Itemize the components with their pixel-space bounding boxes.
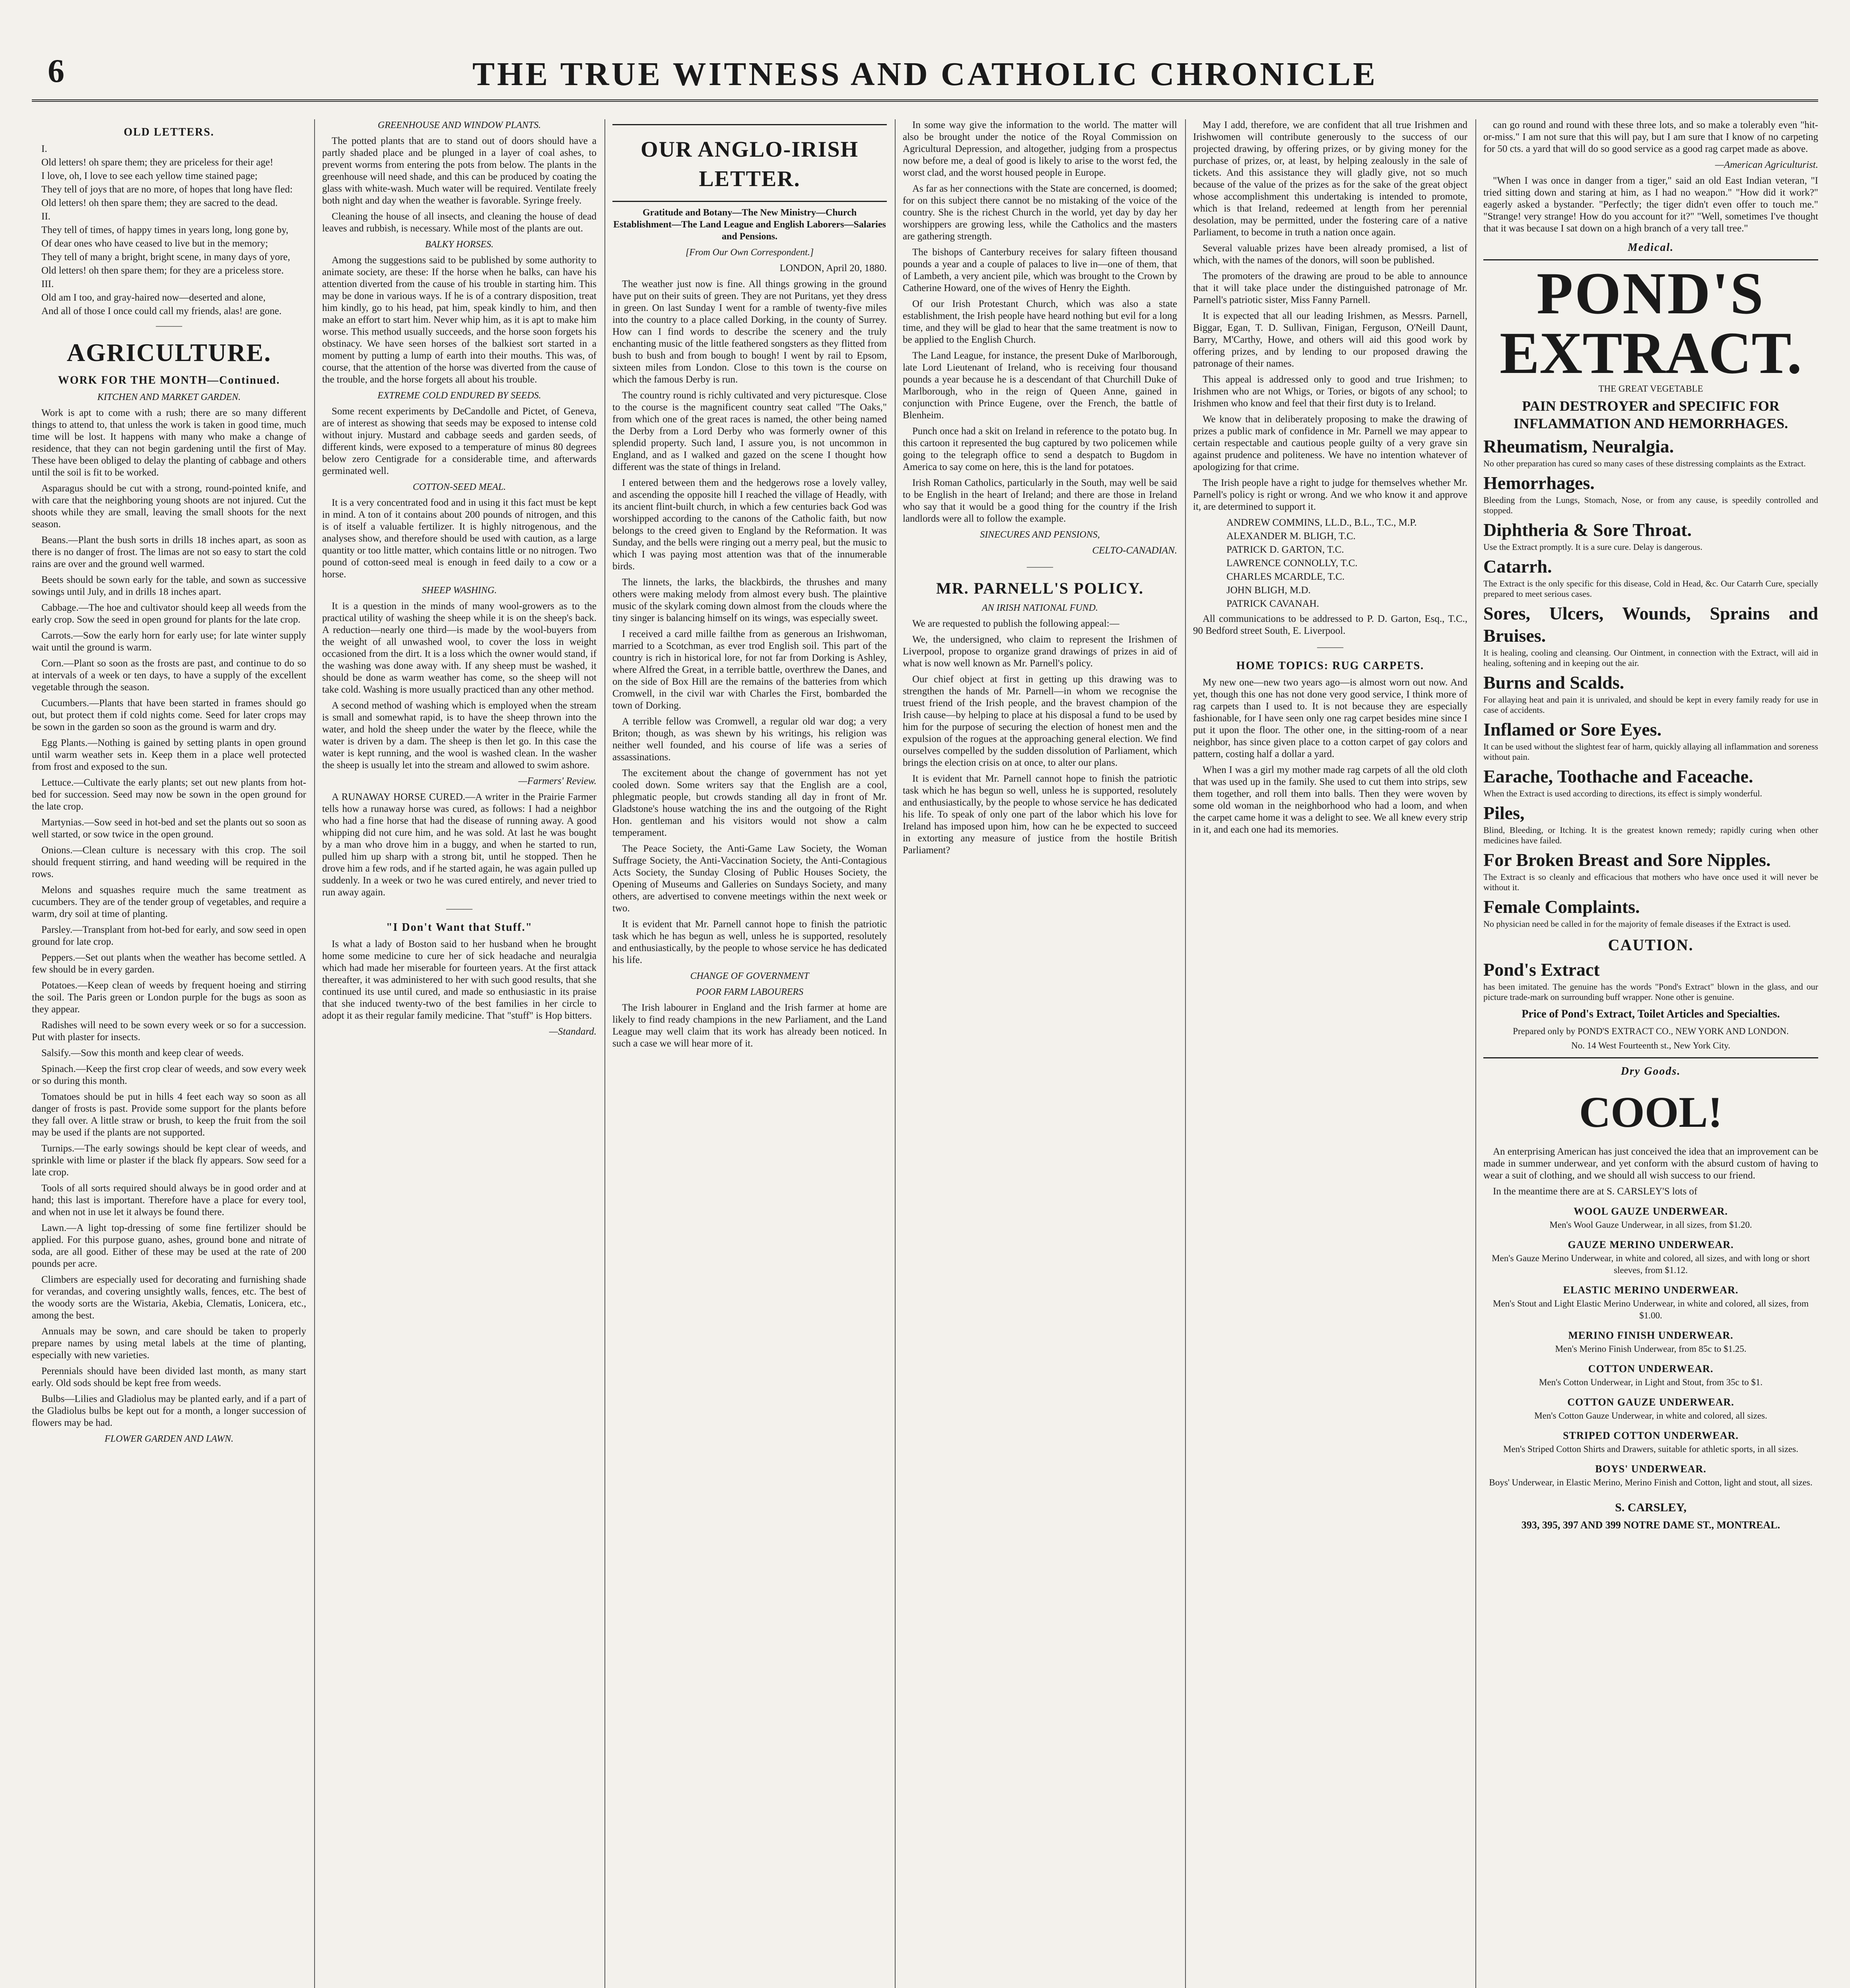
poem-line: II. [41,211,51,222]
article-paragraph: Cucumbers.—Plants that have been started in frames should go out, but protect them if cold nights come. Seed for later crops may be sown in the garden so soon as the ground is warm and dry. [32,698,306,732]
poem-line: III. [41,279,54,289]
column-2: GREENHOUSE AND WINDOW PLANTS. The potted plants that are to stand out of doors should have a partly shaded place and be plunged in a layer of coal ashes, to prevent worms from entering the pots from below. The plants in the greenhouse will need shade, and this can be produced by coating the glass with white-wash. Much water will be required. Ventilate freely both night and day when the weather is favorable. Syringe freely. Cleaning the house of all insects, and cleaning the house of dead leaves and rubbish, is necessary. While most of the plants are out. BALKY HORSES. Among the suggestions said to be published by some authority to animate society, are these: If the horse when he balks, can have his attention diverted from the cause of his trouble in starting him. This may be done in various ways. If he is of a contrary disposition, treat him kindly, go to his head, pat him, speak kindly to him, and then make an effort to start him. Never whip him, as it is apt to make him worse. This method usually succeeds, and the horse soon forgets his obstinacy. We have seen horses of the balkiest sort started in a moment by putting a lump of earth into their mouths. This was, of course, that the attention of the horse was diverted from the cause of the trouble, and the horse forgets all about his trouble. EXTREME COLD ENDURED BY SEEDS. Some recent experiments by DeCandolle and Pictet, of Geneva, are of interest as showing that seeds may be exposed to intense cold without injury. Mustard and cabbage seeds and garden seeds, of different kinds, were exposed to a temperature of minus 80 degrees below zero Centigrade for a considerable time, and afterwards germinated well. COTTON-SEED MEAL. It is a very concentrated food and in using it this fact must be kept in mind. A ton of it contains about 200 pounds of nitrogen, and this is of itself a valuable fertilizer. It is highly nitrogenous, and the analyses show, and therefore should be used with caution, as a large quantity or too little matter, which contains little or no nitrogen. Two pound of cotton-seed meal is enough in feed daily to a cow or a horse. SHEEP WASHING. It is a question in the minds of many wool-growers as to the practical utility of washing the sheep while it is on the sheep's back. A reduction—nearly one third—is made by the wool-buyers from the weight of all unwashed wool, to cover the loss in weight occasioned from the dirt. It is a loss which the owner would stand, if the washing was done away with. If any sheep must be washed, it should be done as warm weather has come, so the sheep will not take cold. Washing is more usually practiced than any other method. A second method of washing which is employed when the stream is small and somewhat rapid, is to have the sheep thrown into the water, and hold the sheep under the water by the fleece, while the water is driven by a dam. The sheep is then let go. In this case the water is kept running, and the wool is washed clean. In the washer the sheep is usually let into the stream and allowed to swim ashore. —Farmers' Review. A RUNAWAY HORSE CURED.—A writer in the Prairie Farmer tells how a runaway horse was cured, as follows: I had a neighbor who had a fine horse that had the disease of running away. A good whipping did not cure him, and he was sold. At last he was bought by a man who drove him in a buggy, and when he started to run, pulled him up sharp with a strong bit, until he stopped. Then he drove him a few rods, and if he started again, he was again pulled up suddenly. In a week or two he was cured entirely, and never tried to run away again. ——— "I Don't Want that Stuff." Is what a lady of Boston said to her husband when he brought home some medicine to cure her of sick headache and neuralgia which had made her miserable for fourteen years. At the first attack thereafter, it was administered to her with such good results, that she continued its use until cured, and made so enthusiastic in its praise that she induced twenty-two of the best families in her circle to adopt it as their regular family medicine. That "stuff" is Hop bitters. —Standard. [322,120,597,1037]
balky-horses-text: Among the suggestions said to be published by some authority to animate society, are these: If the horse when he balks, can have his attention diverted from the cause of his trouble in starting him. This may be done in various ways. If he is of a contrary disposition, treat him kindly, go to his head, pat him, speak kindly to him, and then make an effort to start him. Never whip him, as it is apt to make him worse. This method usually succeeds, and the horse soon forgets his obstinacy. We have seen horses of the balkiest sort started in a moment by putting a lump of earth into their mouths. This was, of course, that the attention of the horse was diverted from the cause of the trouble, and the horse forgets all about his trouble. [322,255,597,385]
article-paragraph: We know that in deliberately proposing to make the drawing of prizes a public mark of confidence in Mr. Parnell we may appear to certain respectable and cautious people guilty of a very grave sin against prudence and politeness. We have no intention whatever of apologizing for that crime. [1193,414,1467,472]
product-name: GAUZE MERINO UNDERWEAR. [1568,1239,1734,1250]
ad-item-text: The Extract is so cleanly and efficacious that mothers who have once used it will never be without it. [1483,872,1818,892]
sheep-washing-text-2: A second method of washing which is employed when the stream is small and somewhat rapid, is to have the sheep thrown into the water, and hold the sheep under the water by the fleece, while the water is driven by a dam. The sheep is then let go. In this case the water is kept running, and the wool is washed clean. In the washer the sheep is usually let into the stream and allowed to swim ashore. [322,700,597,771]
poem-line: I. [41,144,47,154]
ad-item-name: Catarrh. [1483,556,1552,577]
ad-item-text: For allaying heat and pain it is unrivaled, and should be kept in every family ready for use in case of accidents. [1483,695,1818,715]
poem-line: They tell of times, of happy times in years long, long gone by, [41,225,289,235]
poem-line: I love, oh, I love to see each yellow time stained page; [41,171,258,181]
parnell-policy-heading: MR. PARNELL'S POLICY. [936,579,1144,597]
product-name: WOOL GAUZE UNDERWEAR. [1574,1206,1728,1217]
article-paragraph: Beans.—Plant the bush sorts in drills 18 inches apart, as soon as there is no danger of frost. The limas are not so easy to start the cold rains are over and the ground well warmed. [32,535,306,569]
signatory-name: ALEXANDER M. BLIGH, T.C. [1226,531,1356,542]
rug-carpets-text-1: My new one—new two years ago—is almost worn out now. And yet, though this one has not done very good service, I think more of rag carpets than I used to. It is not because they are especially fashionable, for I have seen only one rag carpet besides mine since I put it upon the floor. The other one, in the sitting-room of a near neighbor, has since given place to a cotton carpet of gay colors and pattern, costing half a dollar a yard. [1193,677,1467,759]
ad-item-text: When the Extract is used according to directions, its effect is simply wonderful. [1483,788,1762,798]
runaway-horse-text: A RUNAWAY HORSE CURED.—A writer in the Prairie Farmer tells how a runaway horse was cured, as follows: I had a neighbor who had a fine horse that had the disease of running away. A good whipping did not cure him, and he was sold. At last he was bought by a man who drove him in a buggy, and when he started to run, pulled him up sharp with a strong bit, until he stopped. Then he drove him a few rods, and if he started again, he was again pulled up suddenly. In a week or two he was cured entirely, and never tried to run away again. [322,792,597,898]
underwear-products [1483,1206,1818,1489]
ad-item-text: It is healing, cooling and cleansing. Our Ointment, in connection with the Extract, will aid in healing, softening and in keeping out the air. [1483,648,1818,668]
ad-item-name: Sores, Ulcers, Wounds, Sprains and Bruises. [1483,603,1818,646]
product-name: COTTON GAUZE UNDERWEAR. [1567,1396,1734,1408]
home-topics-heading: HOME TOPICS: RUG CARPETS. [1236,660,1424,672]
signatory-name: ANDREW COMMINS, LL.D., B.L., T.C., M.P. [1226,517,1417,528]
cool-text-2: In the meantime there are at S. CARSLEY'S lots of [1493,1186,1698,1197]
column-3 [612,119,887,1988]
poem-line: Old letters! oh spare them; they are priceless for their age! [41,157,274,168]
article-paragraph: The bishops of Canterbury receives for salary fifteen thousand pounds a year and a couple of palaces to live in—one of them, that of Lambeth, a very ancient pile, which was brought to the Crown by Catherine Howard, one of the wives of Henry the Eighth. [903,247,1177,293]
article-paragraph: Bulbs—Lilies and Gladiolus may be planted early, and if a part of the Gladiolus bulbs be kept out for a month, a longer succession of flowers may be had. [32,1394,306,1428]
article-paragraph: Lettuce.—Cultivate the early plants; set out new plants from hot-bed for succession. Seed may now be sown in the open ground for the late crop. [32,777,306,812]
product-name: COTTON UNDERWEAR. [1588,1363,1714,1375]
parnell-text-3: Our chief object at first in getting up this drawing was to strengthen the hands of Mr. Parnell—in whom we recognise the truest friend of the Irish people, and the bravest champion of the Irish cause—by helping to place at his disposal a fund to be used by him for the purpose of securing the election of honest men and the expulsion of the rogues at the approaching general election. We find ourselves compelled by the sudden dissolution of Parliament, which brings the election crisis on at once, to alter our plans. [903,674,1177,768]
parnell-text-4: It is evident that Mr. Parnell cannot hope to finish the patriotic task which he has begun so well, unless he is supported, resolutely and enthusiastically, by the people to whose service he has dedicated his life. To speak of only one part of the labor which his love for Ireland has imposed upon him, how can he be expected to succeed in extorting any measure of justice from the hostile British Parliament? [903,773,1177,856]
dont-want-text: Is what a lady of Boston said to her husband when he brought home some medicine to cure her of sick headache and neuralgia which had made her miserable for fourteen years. At the first attack thereafter, it was administered to her with such good results, that she continued its use until cured, and made so enthusiastic in its praise that she induced twenty-two of the best families in her circle to adopt it as their regular family medicine. That "stuff" is Hop bitters. [322,939,597,1021]
article-paragraph: Radishes will need to be sown every week or so for a succession. Put with plaster for insects. [32,1020,306,1043]
ad-item-name: Inflamed or Sore Eyes. [1483,719,1662,740]
article-paragraph: A terrible fellow was Cromwell, a regular old war dog; a very Briton; though, as was shewn by his writings, his religion was neither well founded, and his course of life was a series of assassinations. [612,716,887,763]
article-paragraph: Perennials should have been divided last month, as many start early. Old sods should be kept free from weeds. [32,1366,306,1388]
column-rule [314,119,315,1988]
greenhouse-heading: GREENHOUSE AND WINDOW PLANTS. [377,120,541,130]
article-paragraph: Tomatoes should be put in hills 4 feet each way so soon as all danger of frosts is past. Provide some support for the plants before they fall over. A little straw or brush, to keep the fruit from the soil may be used if the plants are not supported. [32,1091,306,1138]
article-paragraph: Punch once had a skit on Ireland in reference to the potato bug. In this cartoon it represented the bug captured by two policemen while going to the telegraph office to send a despatch to Bugdom in America to say come on here, this is the land for potatoes. [903,426,1177,472]
signatory-name: JOHN BLIGH, M.D. [1226,585,1311,596]
dry-goods-label: Dry Goods. [1621,1065,1681,1077]
article-paragraph: The Irish people have a right to judge for themselves whether Mr. Parnell's policy is right or wrong. And we who know it and approve it, are determined to support it. [1193,478,1467,512]
article-paragraph: Of our Irish Protestant Church, which was also a state establishment, the Irish people have heard nothing but evil for a long time, and they will be glad to hear that the same treatment is now to be applied to the English Church. [903,299,1177,345]
signoff: CELTO-CANADIAN. [1092,545,1177,556]
article-paragraph: Annuals may be sown, and care should be taken to properly prepare names by using metal labels at the time of planting, especially with new varieties. [32,1326,306,1361]
parnell-continued-paragraphs [1193,119,1467,513]
article-paragraph: The promoters of the drawing are proud to be able to announce that it will take place under the distinguished patronage of Mr. Parnell's patriotic sister, Miss Fanny Parnell. [1193,271,1467,305]
product-description: Men's Wool Gauze Underwear, in all sizes, from $1.20. [1549,1220,1752,1230]
ad-item-name: Diphtheria & Sore Throat. [1483,520,1692,540]
ad-item-name: Burns and Scalds. [1483,672,1625,693]
article-paragraph: The linnets, the larks, the blackbirds, the thrushes and many others were making melody from almost every bush. The plaintive music of the skylark coming down almost from the clouds where the tiny singer is balancing himself on its wings, was especially sweet. [612,577,887,623]
dont-want-source: —Standard. [549,1026,597,1037]
product-name: ELASTIC MERINO UNDERWEAR. [1563,1284,1739,1296]
anglo-irish-paragraphs [612,278,887,966]
tiger-anecdote: "When I was once in danger from a tiger," said an old East Indian veteran, "I tried sitting down and staring at him, as I had no weapon." "How did it work?" eagerly asked a bystander. "Perfectly; the tiger didn't even offer to touch me." "Strange! very strange! How do you account for it?" "Well, sometimes I've thought that it was because I sat down on a high branch of a very tall tree." [1483,175,1818,234]
sheep-washing-text: It is a question in the minds of many wool-growers as to the practical utility of washing the sheep while it is on the sheep's back. A reduction—nearly one third—is made by the wool-buyers from the weight of all unwashed wool, to cover the loss in weight occasioned from the dirt. It is a loss which the owner would stand, if the washing was done away with. If any sheep must be washed, it should be done as warm weather has come, so the sheep will not take cold. Washing is more usually practiced than any other method. [322,601,597,695]
article-paragraph: The weather just now is fine. All things growing in the ground have put on their suits of green. They are not Puritans, yet they dress in green. On last Sunday I went for a ramble of twenty-five miles into the country to a place called Dorking, in the county of Surrey. How can I find words to describe the scenery and the truly enchanting music of the little feathered songsters as they flitted from bush to bush and from bough to bough! I went by rail to Epsom, sixteen miles from London. Close to this town is the course on which the famous Derby is run. [612,279,887,385]
poem [32,143,306,317]
article-paragraph: I received a card mille failthe from as generous an Irishwoman, married to a Scotchman, as ever trod English soil. This part of the country is rich in historical lore, for not far from Dorking is Ashley, where Alfred the Great, in a terrible battle, overthrew the Danes, and on the side of Box Hill are the remains of the batteries from which Cromwell, in the civil war with Charles the First, bombarded the town of Dorking. [612,629,887,711]
ad-address: No. 14 West Fourteenth st., New York City. [1571,1041,1731,1050]
ad-item-name: Rheumatism, Neuralgia. [1483,436,1674,456]
poem-line: Of dear ones who have ceased to live but in the memory; [41,238,268,249]
prices-title: Price of Pond's Extract, Toilet Articles and Specialties. [1522,1008,1780,1020]
section-subtitle: WORK FOR THE MONTH—Continued. [58,374,280,386]
parnell-text-2: We, the undersigned, who claim to represent the Irishmen of Liverpool, propose to organize grand drawings of prizes in aid of what is now well known as Mr. Parnell's policy. [903,634,1177,669]
article-paragraph: Turnips.—The early sowings should be kept clear of weeds, and sprinkle with lime or plaster if the black fly appears. Sow seed for a late crop. [32,1143,306,1178]
ad-item-name: For Broken Breast and Sore Nipples. [1483,850,1771,870]
ad-brand-2: EXTRACT. [1500,320,1802,386]
ad-maker: Prepared only by POND'S EXTRACT CO., NEW YORK AND LONDON. [1513,1026,1789,1036]
product-name: STRIPED COTTON UNDERWEAR. [1563,1430,1739,1441]
ad-item-text: No other preparation has cured so many cases of these distressing complaints as the Extract. [1483,458,1806,468]
column-1: OLD LETTERS. I. Old letters! oh spare them; they are priceless for their age! I love, oh, I love to see each yellow time stained page; They tell of joys that are no more, of hopes that long have fled: Old letters! oh then spare them; they are sacred to the dead. II. They tell of times, of happy times in years long, long gone by, Of dear ones who have ceased to live but in the memory; They tell of many a bright, bright scene, in many days of yore, Old letters! oh then spare them; for they are a priceless store. III. Old am I too, and gray-haired now—deserted and alone, And all of those I once could call my friends, alas! are gone. ——— AGRICULTURE. WORK FOR THE MONTH—Continued. KITCHEN AND MARKET GARDEN. Work is apt to come with a rush; there are so many different things to attend to, that unless the work is taken in good time, much time will be lost. It happens with many who make a change of residence, that they can not begin gardening until the first of May. These have been obliged to delay the planting of cabbage and others until the soil is fit to be worked. Asparagus should be cut with a strong, round-pointed knife, and with care that the neighboring young shoots are not injured. Cut the shoots while they are small, leaving the small shoots for the next season. Beans.—Plant the bush sorts in drills 18 inches apart, as soon as there is no danger of frost. The limas are not so easy to start the cold rains are over and the ground well warmed. Beets should be sown early for the table, and sown as successive sowings until July, and in drills 18 inches apart. Cabbage.—The hoe and cultivator should keep all weeds from the early crop. Sow the seed in open ground for plants for the late crop. Carrots.—Sow the early horn for early use; for late winter supply wait until the ground is warm. Corn.—Plant so soon as the frosts are past, and continue to do so at intervals of a week or ten days, to have a supply of the excellent vegetable through the season. Cucumbers.—Plants that have been started in frames should go out, but protect them if cold nights come. Seed for later crops may be sown in the garden so soon as the ground is warm and dry. Egg Plants.—Nothing is gained by setting plants in open ground until warm weather sets in. Keep them in a place well protected from frost and exposed to the sun. Lettuce.—Cultivate the early plants; set out new plants from hot-bed for succession. Seed may now be sown in the open ground for the late crop. Martynias.—Sow seed in hot-bed and set the plants out so soon as well started, or sow twice in the open ground. Onions.—Clean culture is necessary with this crop. The soil should frequent stirring, and hand weeding will be required in the rows. Melons and squashes require much the same treatment as cucumbers. They are of the tender group of vegetables, and require a warm, dry soil at time of planting. Parsley.—Transplant from hot-bed for early, and sow seed in open ground for late crop. Peppers.—Set out plants when the weather has become settled. A few should be in every garden. Potatoes.—Keep clean of weeds by frequent hoeing and stirring the soil. The Paris green or London purple for the bugs as soon as they appear. Radishes will need to be sown every week or so for a succession. Put with plaster for insects. Salsify.—Sow this month and keep clear of weeds. Spinach.—Keep the first crop clear of weeds, and sow every week or so during this month. Tomatoes should be put in hills 4 feet each way so soon as all danger of frosts is past. Provide some support for the plants before they fall over. A little straw or brush, to keep the fruit from the soil may be used if the plants are not supported. Turnips.—The early sowings should be kept clear of weeds, and sprinkle with lime or plaster if the black fly appears. Sow seed for a late crop. Tools of all sorts required should always be in good order and at hand; this last is important. Therefore have a place for every tool, and when not in use let it always be found there. Lawn.—A light top-dressing of some fine fertilizer should be applied. For this purpose guano, ashes, ground bone and nitrate of soda, are all good. Either of these may be used at the rate of 200 pounds per acre. Climbers are especially used for decorating and furnishing shade for verandas, and covering unsightly walls, fences, etc. The best of the woody sorts are the Wistaria, Akebia, Clematis, Lonicera, etc., among the best. Annuals may be sown, and care should be taken to properly prepare names by using metal labels at the time of planting, especially with new varieties. Perennials should have been divided last month, as many start early. Old sods should be kept free from weeds. Bulbs—Lilies and Gladiolus may be planted early, and if a part of the Gladiolus bulbs be kept out for a month, a longer succession of flowers may be had. FLOWER GARDEN AND LAWN. [32,126,306,1444]
article-paragraph: Potatoes.—Keep clean of weeds by frequent hoeing and stirring the soil. The Paris green or London purple for the bugs as soon as they appear. [32,980,306,1015]
article-paragraph: The Peace Society, the Anti-Game Law Society, the Woman Suffrage Society, the Anti-Vaccination Society, the Anti-Contagious Acts Society, the Sunday Closing of Public Houses Society, the Opening of Museums and Galleries on Sundays Society, and many others, are advertised to convene meetings within the next week or two. [612,843,887,914]
article-paragraph: I entered between them and the hedgerows rose a lovely valley, and ascending the opposite hill I reached the village of Headly, with its ancient flint-built church, in which a few centuries back God was worshipped according to the canons of the Catholic faith, but now belongs to the creed given to England by the Reformation. It was Sunday, and the bells were ringing out a merry peal, but the music to which I was paying most attention was that of the innumerable birds. [612,478,887,572]
anglo-irish-title: OUR ANGLO-IRISH LETTER. [640,137,859,191]
article-paragraph: Peppers.—Set out plants when the weather has become settled. A few should be in every garden. [32,952,306,975]
ad-item-text: No physician need be called in for the majority of female diseases if the Extract is used. [1483,919,1791,929]
ad-item-text: Blind, Bleeding, or Itching. It is the greatest known remedy; rapidly curing when other medicines have failed. [1483,825,1818,845]
rug-carpets-source: —American Agriculturist. [1715,159,1818,170]
poem-line: They tell of joys that are no more, of hopes that long have fled: [41,184,293,195]
column-4: In some way give the information to the world. The matter will also be brought under the notice of the Royal Commission on Agricultural Depression, and altogether, judging from a prospectus now before me, a deal of good is likely to arise to the worst fed, the worst clad, and the worst housed people in Europe. As far as her connections with the State are concerned, is doomed; for on this subject there cannot be no mistaking of the voice of the country. She is the richest Church in the world, yet day by day her worshippers are growing less, while the Catholics and the masters are gathering strength. The bishops of Canterbury receives for salary fifteen thousand pounds a year and a couple of palaces to live in—one of them, that of Lambeth, a very ancient pile, which was brought to the Crown by Catherine Howard, one of the wives of Henry the Eighth. Of our Irish Protestant Church, which was also a state establishment, the Irish people have heard nothing but evil for a long time, and they will be glad to hear that the same treatment is now to be applied to the English Church. The Land League, for instance, the present Duke of Marlborough, late Lord Lieutenant of Ireland, who is receiving four thousand pounds a year because he is a descendant of that Churchill Duke of Marlborough, who in the reign of Queen Anne, gained in conjunction with Prince Eugene, over the French, the battle of Blenheim. Punch once had a skit on Ireland in reference to the potato bug. In this cartoon it represented the bug captured by two policemen while going to the telegraph office to send a despatch to Bugdom in America to say come on here, this is the land for potatoes. Irish Roman Catholics, particularly in the South, may well be said to be English in the heart of Ireland; and there are those in Ireland who say that it would be a good thing for the country if the Irish landlords were all to follow the example. SINECURES AND PENSIONS, CELTO-CANADIAN. ——— MR. PARNELL'S POLICY. AN IRISH NATIONAL FUND. We are requested to publish the following appeal:— We, the undersigned, who claim to represent the Irishmen of Liverpool, propose to organize grand drawings of prizes in aid of what is now well known as Mr. Parnell's policy. Our chief object at first in getting up this drawing was to strengthen the hands of Mr. Parnell—in whom we recognise the truest friend of the Irish people, and the bravest champion of the Irish cause—by helping to place at his disposal a fund to be used by him for the purpose of securing the election of honest men and the expulsion of the rogues at the approaching general election. We find ourselves compelled by the sudden dissolution of Parliament, which brings the election crisis on at once, to alter our plans. It is evident that Mr. Parnell cannot hope to finish the patriotic task which he has begun so well, unless he is supported, resolutely and enthusiastically, by the people to whose service he has dedicated his life. To speak of only one part of the labor which his love for Ireland has imposed upon him, how can he be expected to succeed in extorting any measure of justice from the hostile British Parliament? [903,120,1177,856]
communications-address: All communications to be addressed to P. D. Garton, Esq., T.C., 90 Bedford street South, E. Liverpool. [1193,613,1467,636]
article-paragraph: Work is apt to come with a rush; there are so many different things to attend to, that unless the work is taken in good time, much time will be lost. It happens with many who make a change of residence, that they can not begin gardening until the first of May. These have been obliged to delay the planting of cabbage and others until the soil is fit to be worked. [32,408,306,478]
store-name: S. CARSLEY, [1615,1501,1687,1514]
ad-item-text: Bleeding from the Lungs, Stomach, Nose, or from any cause, is speedily controlled and stopped. [1483,495,1818,515]
parnell-policy-sub: AN IRISH NATIONAL FUND. [981,603,1098,613]
ad-item-text: The Extract is the only specific for this disease, Cold in Head, &c. Our Catarrh Cure, specially prepared to meet serious cases. [1483,579,1818,599]
medical-label: Medical. [1627,241,1674,254]
article-paragraph: In some way give the information to the world. The matter will also be brought under the notice of the Royal Commission on Agricultural Depression, and altogether, judging from a prospectus now before me, a deal of good is likely to arise to the worst fed, the worst clad, and the worst housed people in Europe. [903,120,1177,178]
article-paragraph: Corn.—Plant so soon as the frosts are past, and continue to do so at intervals of a week or ten days, to have a supply of the excellent vegetable through the season. [32,658,306,693]
rug-carpets-end: can go round and round with these three lots, and so make a tolerably even "hit-or-miss." I am not sure that this will pay, but I am sure that I know of no carpeting for 50 cts. a yard that will do so good service as a good rag carpet made as above. [1483,120,1818,154]
sheep-washing-heading: SHEEP WASHING. [422,585,497,596]
caution-title: CAUTION. [1608,936,1694,954]
ad-items [1483,435,1818,929]
signatory-name: LAWRENCE CONNOLLY, T.C. [1226,558,1358,569]
church-paragraphs [903,119,1177,525]
product-description: Men's Stout and Light Elastic Merino Underwear, in white and colored, all sizes, from $1.00. [1493,1299,1809,1320]
product-description: Men's Striped Cotton Shirts and Drawers, suitable for athletic sports, in all sizes. [1503,1444,1798,1454]
article-paragraph: Salsify.—Sow this month and keep clear of weeds. [41,1048,244,1058]
section-title-agriculture: AGRICULTURE. [66,338,272,367]
ad-item-name: Piles, [1483,803,1525,823]
poem-title: OLD LETTERS. [124,126,214,138]
ad-brand-1: POND'S [1536,260,1765,326]
balky-horses-heading: BALKY HORSES. [425,239,494,250]
article-paragraph: Spinach.—Keep the first crop clear of weeds, and sow every week or so during this month. [32,1064,306,1086]
article-paragraph: As far as her connections with the State are concerned, is doomed; for on this subject there cannot be no mistaking of the voice of the country. She is the richest Church in the world, yet day by day her worshippers are growing less, while the Catholics and the masters are gathering strength. [903,183,1177,242]
ad-tagline: THE GREAT VEGETABLE [1598,384,1703,394]
article-paragraph: Melons and squashes require much the same treatment as cucumbers. They are of the tender group of vegetables, and require a warm, dry soil at time of planting. [32,885,306,919]
ad-item-name: Hemorrhages. [1483,473,1595,493]
cool-title: COOL! [1579,1088,1723,1136]
signatories [1217,517,1467,610]
dont-want-heading: "I Don't Want that Stuff." [386,921,533,934]
column-rule [895,119,896,1988]
parnell-text-1: We are requested to publish the following appeal:— [912,618,1119,629]
ponds-extract-ad [1483,259,1818,1058]
ad-subtitle: PAIN DESTROYER and SPECIFIC FOR INFLAMMATION AND HEMORRHAGES. [1513,398,1788,431]
product-name: BOYS' UNDERWEAR. [1595,1463,1706,1475]
article-paragraph: May I add, therefore, we are confident that all true Irishmen and Irishwomen will contribute generously to the success of our projected drawing, by offering prizes, or by giving money for the purchase of prizes, or, at least, by helping zealously in the sale of tickets. And this assistance they will gladly give, not so much because of the value of the prizes as for the sake of the great object whose accomplishment this undertaking is intended to promote, which is that Ireland, redeemed at length from her perennial desolation, may be permitted, under the fostering care of a native Parliament, to become in truth a nation once again. [1193,120,1467,238]
article-paragraph: Parsley.—Transplant from hot-bed for early, and sow seed in open ground for late crop. [32,924,306,947]
anglo-irish-subtitle: Gratitude and Botany—The New Ministry—Church Establishment—The Land League and English Laborers—Salaries and Pensions. [613,208,886,242]
anglo-irish-last-text: The Irish labourer in England and the Irish farmer at home are likely to find ready champions in the new Parliament, and the Land League may well claim that its work has already been noticed. In such a case we will hear more of it. [612,1002,887,1049]
cold-seeds-heading: EXTREME COLD ENDURED BY SEEDS. [377,390,541,401]
article-paragraph: Cabbage.—The hoe and cultivator should keep all weeds from the early crop. Sow the seed in open ground for plants for the late crop. [32,602,306,625]
article-paragraph: It is expected that all our leading Irishmen, as Messrs. Parnell, Biggar, Egan, T. D. Sullivan, Finigan, Ferguson, O'Neill Daunt, Barry, M'Carthy, Howe, and others will aid this good work by offering prizes, and by lending to our proposed drawing the patronage of their names. [1193,311,1467,369]
rug-carpets-text-2: When I was a girl my mother made rag carpets of all the old cloth that was used up in the family. She used to cut them into strips, sew them together, and roll them into balls. Then they were woven by some old woman in the neighborhood who had a loom, and when the carpet came home it was a delight to see. We all knew every strip in it, and each one had its memories. [1193,765,1467,835]
dateline: LONDON, April 20, 1880. [779,263,887,274]
column-5: May I add, therefore, we are confident that all true Irishmen and Irishwomen will contribute generously to the success of our projected drawing, by offering prizes, or by giving money for the purchase of prizes, or, at least, by helping zealously in the sale of tickets. And this assistance they will gladly give, not so much because of the value of the prizes as for the sake of the great object whose accomplishment this undertaking is intended to promote, which is that Ireland, redeemed at length from her perennial desolation, may be permitted, under the fostering care of a native Parliament, to become in truth a nation once again. Several valuable prizes have been already promised, a list of which, with the names of the donors, will soon be published. The promoters of the drawing are proud to be able to announce that it will take place under the distinguished patronage of Mr. Parnell's patriotic sister, Miss Fanny Parnell. It is expected that all our leading Irishmen, as Messrs. Parnell, Biggar, Egan, T. D. Sullivan, Finigan, Ferguson, O'Neill Daunt, Barry, M'Carthy, Howe, and others will aid this good work by offering prizes, and by lending to our proposed drawing the patronage of their names. This appeal is addressed only to good and true Irishmen; to Irishmen who are not Whigs, or Tories, or bigots of any school; to Irishmen who know and feel that their first duty is to Ireland. We know that in deliberately proposing to make the drawing of prizes a public mark of confidence in Mr. Parnell we may appear to certain respectable and cautious people guilty of a very grave sin against prudence and politeness. We have no intention whatever of apologizing for that crime. The Irish people have a right to judge for themselves whether Mr. Parnell's policy is right or wrong. And we who know it and approve it, are determined to support it. ANDREW COMMINS, LL.D., B.L., T.C., M.P. ALEXANDER M. BLIGH, T.C. PATRICK D. GARTON, T.C. LAWRENCE CONNOLLY, T.C. CHARLES MCARDLE, T.C. JOHN BLIGH, M.D. PATRICK CAVANAH. All communications to be addressed to P. D. Garton, Esq., T.C., 90 Bedford street South, E. Liverpool. ——— HOME TOPICS: RUG CARPETS. My new one—new two years ago—is almost worn out now. And yet, though this one has not done very good service, I think more of rag carpets than I used to. It is not because they are especially fashionable, for I have seen only one rag carpet besides mine since I put it upon the floor. The other one, in the sitting-room of a near neighbor, has since given place to a cotton carpet of gay colors and pattern, costing half a dollar a yard. When I was a girl my mother made rag carpets of all the old cloth that was used up in the family. She used to cut them into strips, sew them together, and roll them into balls. Then they were woven by some old woman in the neighborhood who had a loom, and when the carpet came home it was a delight to see. We all knew every strip in it, and each one had its memories. [1193,120,1467,835]
article-paragraph: Carrots.—Sow the early horn for early use; for late winter supply wait until the ground is warm. [32,630,306,653]
article-paragraph: Irish Roman Catholics, particularly in the South, may well be said to be English in the heart of Ireland; and there are those in Ireland who say that it would be a good thing for the country if the Irish landlords were all to follow the example. [903,478,1177,524]
column-rule [1475,119,1476,1988]
product-name: MERINO FINISH UNDERWEAR. [1568,1330,1733,1341]
article-paragraph: Lawn.—A light top-dressing of some fine fertilizer should be applied. For this purpose guano, ashes, ground bone and nitrate of soda, are all good. Either of these may be used at the rate of 200 pounds per acre. [32,1223,306,1269]
cold-seeds-text: Some recent experiments by DeCandolle and Pictet, of Geneva, are of interest as showing that seeds may be exposed to intense cold without injury. Mustard and cabbage seeds and garden seeds, of different kinds, were exposed to a temperature of minus 80 degrees below zero Centigrade for a considerable time, and afterwards germinated well. [322,406,597,476]
caution-text: has been imitated. The genuine has the words "Pond's Extract" blown in the glass, and our picture trade-mark on surrounding buff wrapper. None other is genuine. [1483,982,1818,1002]
correspondent-note: [From Our Own Correspondent.] [685,247,814,258]
article-paragraph: Egg Plants.—Nothing is gained by setting plants in open ground until warm weather sets in. Keep them in a place well protected from frost and exposed to the sun. [32,738,306,772]
change-government-heading: CHANGE OF GOVERNMENT [690,971,809,981]
column-rule [1185,119,1186,1988]
sinecures-heading: SINECURES AND PENSIONS, [980,530,1100,540]
ad-item-name: Female Complaints. [1483,897,1640,917]
product-description: Men's Merino Finish Underwear, from 85c to $1.25. [1555,1344,1747,1354]
poor-farm-heading: POOR FARM LABOURERS [696,987,804,997]
section-subtitle-kitchen: KITCHEN AND MARKET GARDEN. [97,392,241,402]
column-6 [1483,119,1818,1988]
poem-line: They tell of many a bright, bright scene, in many days of yore, [41,252,290,262]
product-description: Men's Cotton Underwear, in Light and Stout, from 35c to $1. [1539,1377,1763,1387]
masthead [32,48,1818,102]
article-paragraph: Tools of all sorts required should always be in good order and at hand; this last is important. Therefore have a place for every tool, and when not in use let it always be found there. [32,1183,306,1217]
greenhouse-text-2: Cleaning the house of all insects, and cleaning the house of dead leaves and rubbish, is necessary. While most of the plants are out. [322,211,597,234]
page-number: 6 [48,52,64,89]
article-paragraph: The country round is richly cultivated and very picturesque. Close to the course is the magnificent country seat called "The Oaks," from which one of the great races is named, the other being named the Derby from a Lord Derby who was formerly owner of this splendid property. Such land, I assure you, is not uncommon in England, and as I walked and gazed on the scene I thought how different was the state of things in Ireland. [612,390,887,472]
article-paragraph: Onions.—Clean culture is necessary with this crop. The soil should frequent stirring, and hand weeding will be required in the rows. [32,845,306,879]
poem-line: Old letters! oh then spare them; for they are a priceless store. [41,265,284,276]
article-paragraph: This appeal is addressed only to good and true Irishmen; to Irishmen who are not Whigs, or Tories, or bigots of any school; to Irishmen who know and feel that their first duty is to Ireland. [1193,374,1467,409]
signatory-name: PATRICK D. GARTON, T.C. [1226,544,1344,555]
cotton-seed-heading: COTTON-SEED MEAL. [412,482,506,492]
greenhouse-text: The potted plants that are to stand out of doors should have a partly shaded place and be plunged in a layer of coal ashes, to prevent worms from entering the pots from below. The plants in the greenhouse will need shade, and this can be produced by coating the glass with white-wash. Much water will be required. Ventilate freely both night and day when the weather is favorable. Syringe freely. [322,136,597,206]
sheep-washing-source: —Farmers' Review. [518,776,597,786]
column-rule [604,119,605,1988]
article-paragraph: The Land League, for instance, the present Duke of Marlborough, late Lord Lieutenant of Ireland, who is receiving four thousand pounds a year because he is a descendant of that Churchill Duke of Marlborough, who in the reign of Queen Anne, gained in conjunction with Prince Eugene, over the French, the battle of Blenheim. [903,350,1177,421]
article-paragraph: Martynias.—Sow seed in hot-bed and set the plants out so soon as well started, or sow twice in the open ground. [32,817,306,840]
article-paragraph: Climbers are especially used for decorating and furnishing shade for verandas, and covering unsightly walls, fences, etc. The best of the woody sorts are the Wistaria, Akebia, Clematis, Lonicera, etc., among the best. [32,1274,306,1321]
ad-item-text: It can be used without the slightest fear of harm, quickly allaying all inflammation and soreness without pain. [1483,742,1818,762]
article-paragraph: Several valuable prizes have been already promised, a list of which, with the names of the donors, will soon be published. [1193,243,1467,266]
article-paragraph: It is evident that Mr. Parnell cannot hope to finish the patriotic task which he has begun as well, unless he is supported, resolutely and enthusiastically, by the people to whose service he has dedicated his life. [612,919,887,965]
product-description: Men's Cotton Gauze Underwear, in white and colored, all sizes. [1534,1411,1767,1421]
flower-garden-heading: FLOWER GARDEN AND LAWN. [105,1434,233,1444]
signatory-name: PATRICK CAVANAH. [1226,598,1319,609]
cool-text: An enterprising American has just conceived the idea that an improvement can be made in summer underwear, and yet conform with the absurd custom of having to wear a suit of clothing, and we should all wish success to our friend. [1483,1146,1818,1181]
ad-item-name: Earache, Toothache and Faceache. [1483,766,1753,786]
product-description: Boys' Underwear, in Elastic Merino, Merino Finish and Cotton, light and stout, all sizes. [1489,1477,1813,1487]
article-paragraph: Asparagus should be cut with a strong, round-pointed knife, and with care that the neighboring young shoots are not injured. Cut the shoots while they are small, leaving the small shoots for the next season. [32,483,306,530]
poem-line: Old letters! oh then spare them; they are sacred to the dead. [41,198,278,208]
masthead-title: THE TRUE WITNESS AND CATHOLIC CHRONICLE [472,56,1378,93]
product-description: Men's Gauze Merino Underwear, in white and colored, all sizes, and with long or short sleeves, from $1.12. [1492,1253,1810,1275]
store-address: 393, 395, 397 AND 399 NOTRE DAME ST., MONTREAL. [1521,1519,1780,1531]
signatory-name: CHARLES MCARDLE, T.C. [1226,571,1345,582]
cotton-seed-text: It is a very concentrated food and in using it this fact must be kept in mind. A ton of it contains about 200 pounds of nitrogen, and this is of itself a valuable fertilizer. It is highly nitrogenous, and the analyses show, and therefore should be used with caution, as a large quantity or too little matter, which contains little or no nitrogen. Two pound of cotton-seed meal is enough in feed daily to a cow or a horse. [322,497,597,580]
poem-line: And all of those I once could call my friends, alas! are gone. [41,306,282,316]
article-paragraph: Beets should be sown early for the table, and sown as successive sowings until July, and in drills 18 inches apart. [32,575,306,597]
caution-head: Pond's Extract [1483,959,1600,980]
article-paragraph: The excitement about the change of government has not yet cooled down. Some writers say that the English are a cool, phlegmatic people, but crowds standing all day in front of Mr. Gladstone's house watching the ins and the outgoing of the Right Hon. gentleman and his visitors would not show a calm temperament. [612,768,887,838]
agriculture-paragraphs [32,407,306,1429]
poem-line: Old am I too, and gray-haired now—deserted and alone, [41,292,266,303]
ad-item-text: Use the Extract promptly. It is a sure cure. Delay is dangerous. [1483,542,1702,552]
